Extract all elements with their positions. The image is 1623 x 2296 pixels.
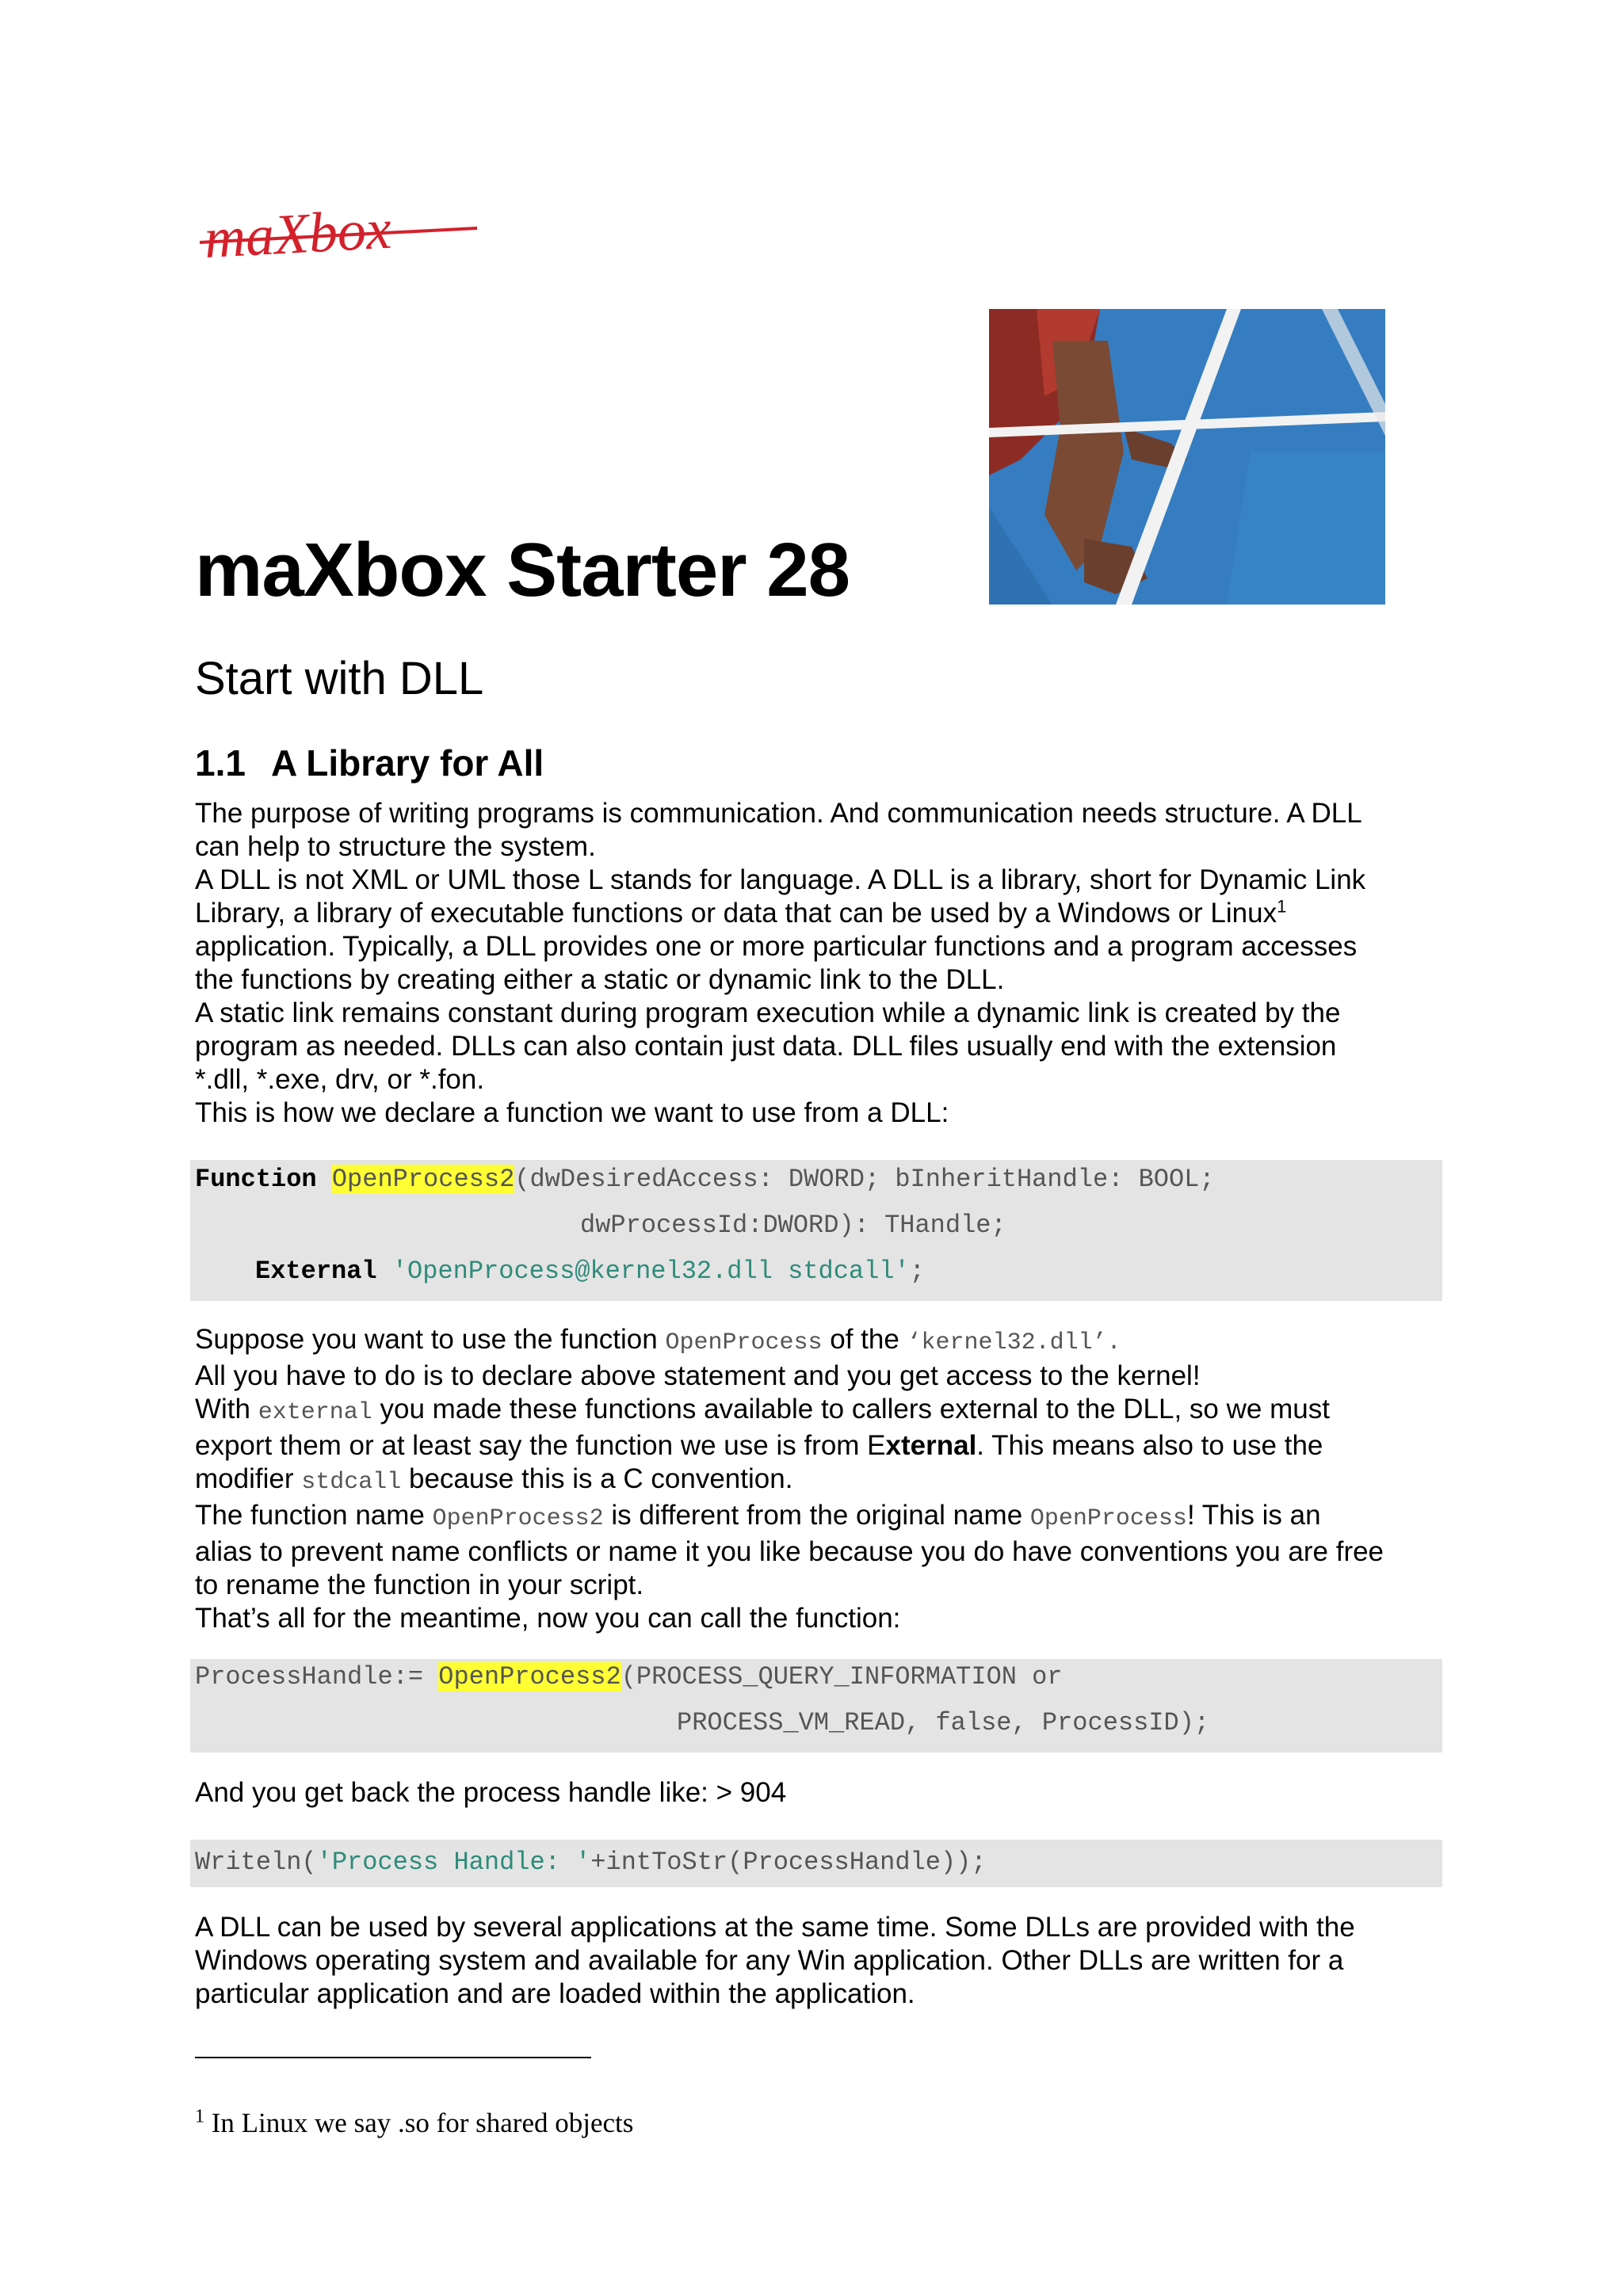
highlighted-function-name: OpenProcess2 (331, 1165, 515, 1194)
text-line: A static link remains constant during program execution while a dynamic link is created by the (195, 997, 1341, 1028)
text-line (195, 1393, 1447, 1429)
code-line (255, 1257, 925, 1286)
code-block-declaration (190, 1160, 1442, 1301)
intro-paragraph (195, 797, 1447, 1130)
text-line: particular application and are loaded within the application. (195, 1978, 915, 2009)
code-line (195, 1662, 1063, 1691)
text-line: Windows operating system and available for any Win application. Other DLLs are written for a (195, 1945, 1344, 1976)
text-line: A DLL is not XML or UML those L stands for language. A DLL is a library, short for Dynamic Link (195, 864, 1366, 895)
highlighted-function-name: OpenProcess2 (438, 1662, 621, 1691)
text-run: you made these functions available to callers external to the DLL, so we must (372, 1394, 1330, 1425)
code-text: (dwDesiredAccess: DWORD; bInheritHandle: BOOL; (514, 1165, 1215, 1194)
text-run: Library, a library of executable functions or data that can be used by a Windows or Linux (195, 898, 1277, 929)
inline-code: OpenProcess (665, 1329, 823, 1356)
footnote-mark: 1 (195, 2106, 204, 2127)
text-line: application. Typically, a DLL provides one or more particular functions and a program accesses (195, 931, 1358, 962)
text-line: alias to prevent name conflicts or name it you like because you do have conventions you are free (195, 1536, 1384, 1567)
code-text: (PROCESS_QUERY_INFORMATION or (621, 1662, 1063, 1691)
text-run: Suppose you want to use the function (195, 1324, 666, 1355)
text-line: This is how we declare a function we want to use from a DLL: (195, 1097, 949, 1128)
logo-text: maXbox (202, 196, 393, 270)
text-line (195, 1323, 1447, 1360)
text-run: The function name (195, 1500, 433, 1531)
code-string: 'Process Handle: ' (316, 1848, 591, 1877)
inline-code: stdcall (301, 1469, 402, 1496)
inline-code: external (258, 1399, 372, 1426)
text-line (195, 1463, 1447, 1499)
code-line: dwProcessId:DWORD): THandle; (580, 1211, 1006, 1240)
text-line: the functions by creating either a static or dynamic link to the DLL. (195, 964, 1005, 995)
section-heading (195, 742, 544, 784)
bold-text: xternal (885, 1430, 977, 1461)
code-string: 'OpenProcess@kernel32.dll stdcall' (391, 1257, 910, 1286)
code-line: PROCESS_VM_READ, false, ProcessID); (677, 1708, 1210, 1737)
text-line (195, 897, 1447, 930)
page-title: maXbox Starter 28 (195, 528, 850, 612)
footnote (195, 2107, 633, 2139)
text-run: modifier (195, 1463, 302, 1494)
text-line: All you have to do is to declare above statement and you get access to the kernel! (195, 1360, 1201, 1391)
explanation-paragraph (195, 1323, 1447, 1635)
code-text: ProcessHandle:= (195, 1662, 439, 1691)
code-text: Writeln( (195, 1848, 317, 1877)
text-run: because this is a C convention. (401, 1463, 793, 1494)
text-line: program as needed. DLLs can also contain just data. DLL files usually end with the extension (195, 1031, 1337, 1062)
inline-code: OpenProcess (1029, 1505, 1187, 1532)
logo-graphic (198, 196, 483, 276)
page-subtitle: Start with DLL (195, 653, 484, 704)
text-run: ! This is an (1186, 1500, 1321, 1531)
code-keyword: External (255, 1257, 377, 1286)
code-line (195, 1848, 987, 1877)
result-paragraph (195, 1776, 1447, 1810)
text-line: can help to structure the system. (195, 831, 596, 862)
header-photo (989, 309, 1385, 605)
code-text: ; (909, 1257, 925, 1286)
maxbox-logo (198, 196, 483, 276)
text-run: With (195, 1394, 258, 1425)
text-line (195, 1429, 1447, 1463)
footnote-text: In Linux we say .so for shared objects (204, 2107, 634, 2138)
code-block-call (190, 1659, 1442, 1753)
code-block-writeln (190, 1840, 1442, 1887)
text-line: A DLL can be used by several applications at the same time. Some DLLs are provided with the (195, 1912, 1355, 1943)
inline-code: OpenProcess2 (432, 1505, 604, 1532)
text-line: to rename the function in your script. (195, 1569, 644, 1600)
runner-hands-image (989, 309, 1385, 605)
closing-paragraph (195, 1911, 1447, 2011)
code-keyword: Function (195, 1165, 317, 1194)
section-number: 1.1 (195, 742, 246, 784)
section-title: A Library for All (271, 742, 544, 784)
text-run: of the (822, 1324, 907, 1355)
code-line (195, 1165, 1215, 1194)
text-run: . This means also to use the (976, 1430, 1323, 1461)
text-line: That’s all for the meantime, now you can call the function: (195, 1603, 901, 1634)
text-line (195, 1499, 1447, 1535)
footnote-divider (195, 2057, 591, 2058)
text-line: The purpose of writing programs is communication. And communication needs structure. A DLL (195, 798, 1362, 829)
text-run: export them or at least say the function we use is from E (195, 1430, 886, 1461)
inline-code: ‘kernel32.dll’. (907, 1329, 1121, 1356)
text-line: And you get back the process handle like: > 904 (195, 1777, 787, 1808)
code-text: +intToStr(ProcessHandle)); (590, 1848, 987, 1877)
text-line: *.dll, *.exe, drv, or *.fon. (195, 1064, 485, 1095)
text-run: is different from the original name (603, 1500, 1030, 1531)
footnote-ref[interactable]: 1 (1277, 896, 1287, 917)
